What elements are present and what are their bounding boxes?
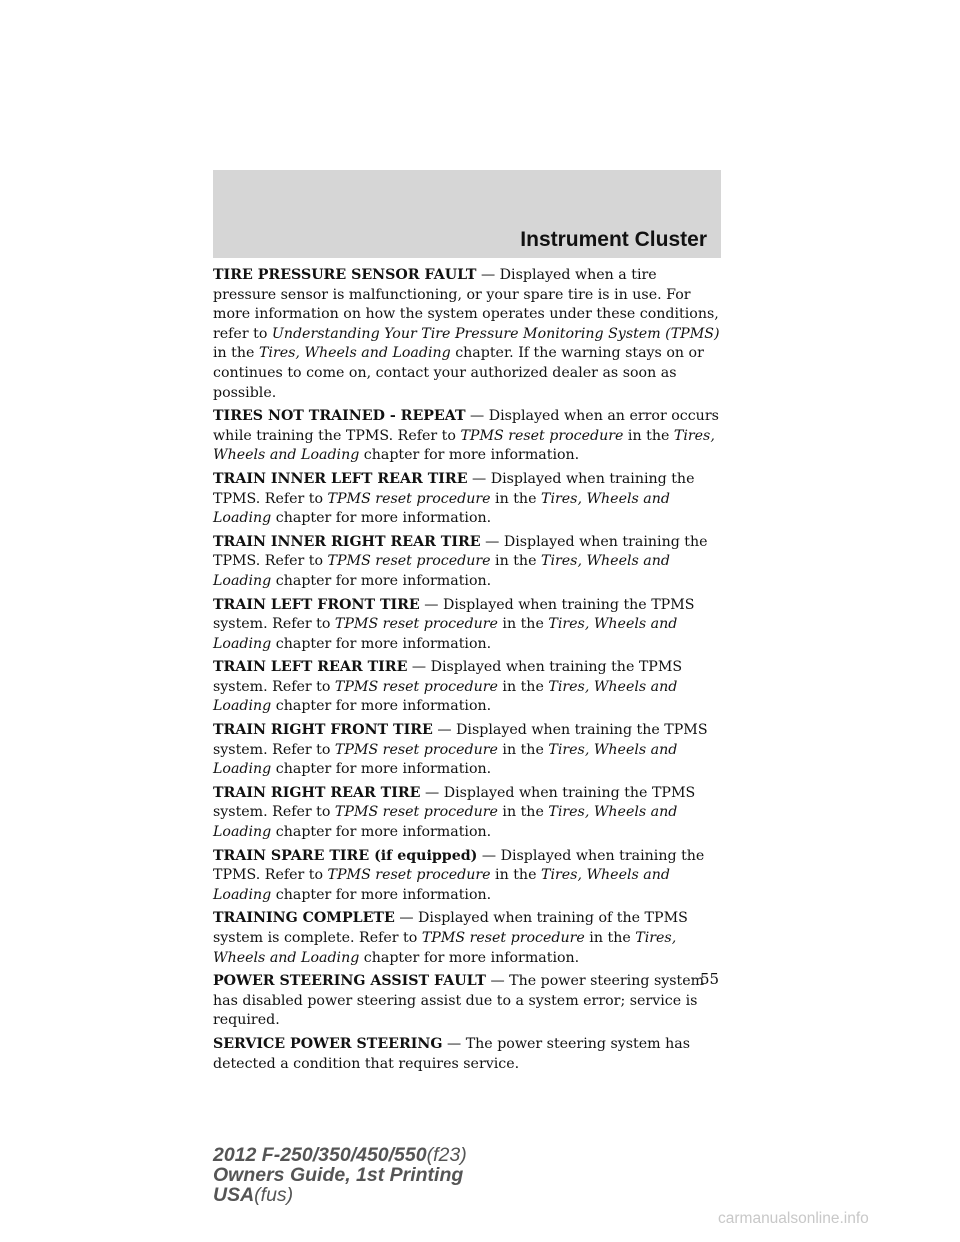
message-text: — The power steering system has detected a condition that requires service.	[213, 1035, 690, 1072]
footer-line-market	[213, 1185, 467, 1205]
chapter-reference: Tires, Wheels and Loading	[213, 804, 678, 841]
message-term: POWER STEERING ASSIST FAULT	[213, 973, 486, 990]
cross-reference: TPMS reset procedure	[334, 616, 498, 633]
message-text: — Displayed when training the TPMS system. Refer to	[213, 722, 708, 758]
message-text: in the	[623, 427, 674, 444]
message-text: — Displayed when training the TPMS. Refer to	[213, 847, 705, 884]
message-text: in the	[490, 867, 541, 884]
footer-model-code: (f23)	[426, 1144, 467, 1166]
page-number: 55	[700, 970, 720, 988]
message-entry	[213, 972, 721, 1031]
message-term: TRAIN RIGHT FRONT TIRE	[213, 722, 433, 739]
chapter-reference: Tires, Wheels and Loading	[213, 427, 715, 464]
cross-reference: TPMS reset procedure	[460, 427, 624, 444]
cross-reference: TPMS reset procedure	[334, 741, 498, 758]
message-text: — Displayed when training the TPMS system. Refer to	[213, 596, 695, 633]
cross-reference: TPMS reset procedure	[327, 867, 491, 884]
message-entry	[213, 407, 721, 466]
message-term: TRAIN RIGHT REAR TIRE	[213, 784, 421, 801]
message-entry	[213, 784, 721, 843]
message-term: TRAIN LEFT FRONT TIRE	[213, 596, 420, 613]
chapter-reference: Tires, Wheels and Loading	[213, 553, 670, 589]
message-text: — Displayed when training the TPMS system. Refer to	[213, 659, 683, 695]
message-text: — Displayed when a tire pressure sensor is malfunctioning, or your spare tire is in use. For more information on how the system operates under these conditions, refer to	[213, 267, 719, 342]
message-term: TIRES NOT TRAINED - REPEAT	[213, 408, 466, 425]
message-entry	[213, 1035, 721, 1074]
chapter-reference: Tires, Wheels and Loading	[258, 345, 451, 362]
cross-reference: TPMS reset procedure	[421, 930, 585, 946]
cross-reference: TPMS reset procedure	[334, 804, 498, 821]
cross-reference: TPMS reset procedure	[327, 553, 491, 570]
watermark-text: carmanualsonline.info	[718, 1210, 869, 1227]
message-entry	[213, 658, 721, 717]
chapter-header-band	[213, 170, 721, 258]
message-term: TRAIN INNER LEFT REAR TIRE	[213, 470, 468, 487]
message-term: TIRE PRESSURE SENSOR FAULT	[213, 267, 477, 283]
message-text: — Displayed when training the TPMS system. Refer to	[213, 784, 696, 821]
message-term: TRAINING COMPLETE	[213, 910, 395, 927]
message-text: in the	[497, 616, 549, 633]
message-text: in the	[490, 490, 541, 507]
message-text: chapter for more information.	[271, 572, 492, 589]
message-text: chapter for more information.	[359, 447, 580, 464]
message-entry	[213, 596, 721, 655]
message-text: in the	[213, 345, 259, 362]
message-text: in the	[497, 741, 549, 758]
message-term: SERVICE POWER STEERING	[213, 1035, 443, 1052]
message-entry	[213, 721, 721, 780]
message-text: — Displayed when an error occurs while training the TPMS. Refer to	[213, 408, 719, 444]
message-text: chapter for more information.	[359, 949, 580, 966]
footer-market: USA	[213, 1184, 255, 1206]
chapter-reference: Tires, Wheels and Loading	[213, 741, 678, 778]
message-term: TRAIN SPARE TIRE (if equipped)	[213, 847, 478, 864]
message-text: chapter for more information.	[271, 510, 492, 527]
cross-reference: TPMS reset procedure	[327, 490, 491, 507]
footer-market-code: (fus)	[254, 1184, 294, 1206]
message-entry	[213, 266, 721, 403]
footer-line-printing: Owners Guide, 1st Printing	[213, 1164, 464, 1186]
chapter-reference: Tires, Wheels and Loading	[213, 678, 678, 715]
message-text: in the	[584, 930, 636, 946]
message-term: TRAIN INNER RIGHT REAR TIRE	[213, 533, 481, 550]
footer-model: 2012 F-250/350/450/550	[213, 1144, 427, 1166]
chapter-reference: Tires, Wheels and Loading	[213, 867, 670, 903]
document-footer	[213, 1145, 467, 1205]
message-text: chapter for more information.	[271, 635, 492, 652]
message-entry	[213, 533, 721, 592]
message-text: — Displayed when training the TPMS. Refer to	[213, 470, 695, 507]
message-entry	[213, 470, 721, 529]
footer-line-model	[213, 1145, 467, 1165]
message-text: chapter for more information.	[271, 761, 492, 778]
message-entry	[213, 847, 721, 906]
message-text: in the	[497, 678, 549, 695]
cross-reference: Understanding Your Tire Pressure Monitoring System (TPMS)	[271, 325, 720, 342]
message-text: chapter for more information.	[271, 698, 492, 715]
chapter-reference: Tires, Wheels and Loading	[213, 616, 678, 652]
message-text: — Displayed when training of the TPMS system is complete. Refer to	[213, 910, 688, 946]
message-entry	[213, 909, 721, 968]
message-text: in the	[497, 804, 549, 821]
message-text: chapter. If the warning stays on or continues to come on, contact your authorized dealer as soon as possible.	[213, 345, 704, 401]
message-list	[213, 266, 721, 1078]
message-term: TRAIN LEFT REAR TIRE	[213, 659, 408, 676]
chapter-reference: Tires, Wheels and Loading	[213, 490, 670, 527]
chapter-reference: Tires, Wheels and Loading	[213, 930, 677, 966]
message-text: — The power steering system has disabled power steering assist due to a system error; service is required.	[213, 973, 705, 1029]
message-text: chapter for more information.	[271, 886, 492, 903]
message-text: in the	[490, 553, 541, 570]
cross-reference: TPMS reset procedure	[334, 678, 498, 695]
message-text: — Displayed when training the TPMS. Refer to	[213, 533, 708, 570]
message-text: chapter for more information.	[271, 824, 492, 841]
chapter-title: Instrument Cluster	[520, 228, 707, 251]
